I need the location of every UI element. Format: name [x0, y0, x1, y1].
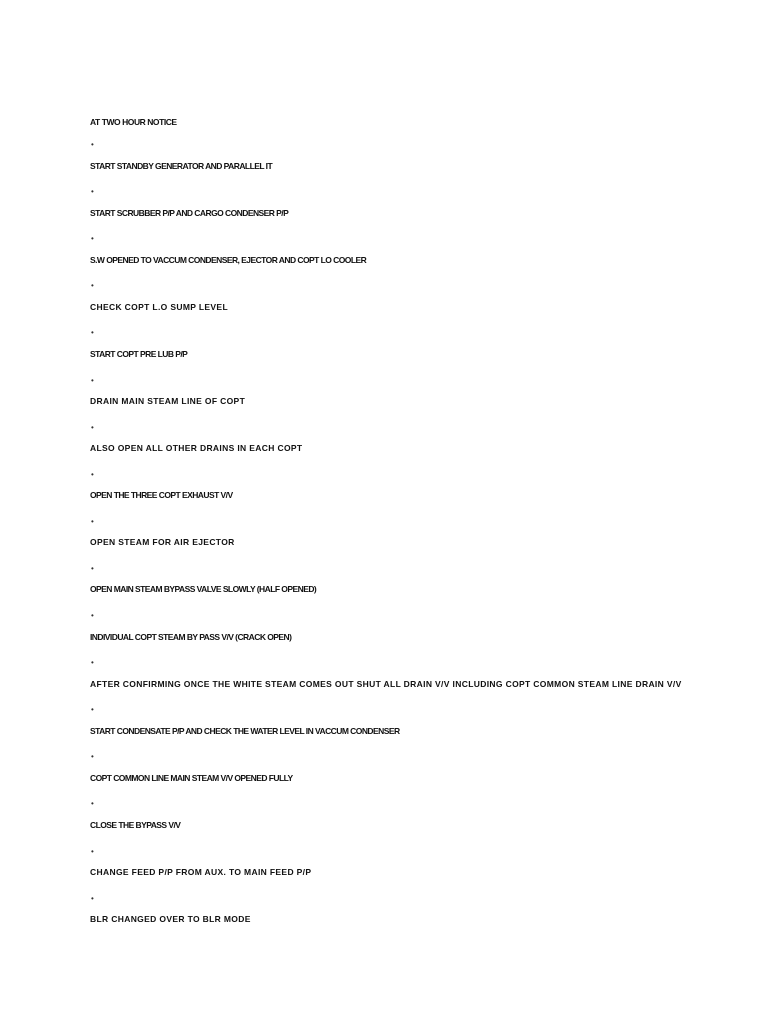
step-line: OPEN THE THREE COPT EXHAUST V/V: [90, 490, 233, 500]
step-line: CHANGE FEED P/P FROM AUX. TO MAIN FEED P/P: [90, 867, 312, 877]
bullet-marker: •: [91, 611, 94, 620]
bullet-marker: •: [91, 658, 94, 667]
bullet-marker: •: [91, 564, 94, 573]
step-line: CHECK COPT L.O SUMP LEVEL: [90, 302, 228, 312]
step-line: OPEN MAIN STEAM BYPASS VALVE SLOWLY (HALF OPENED): [90, 584, 317, 594]
step-line: ALSO OPEN ALL OTHER DRAINS IN EACH COPT: [90, 443, 303, 453]
step-line: AFTER CONFIRMING ONCE THE WHITE STEAM COMES OUT SHUT ALL DRAIN V/V INCLUDING COPT COMMON STEAM LINE DRAIN V/V: [90, 679, 682, 689]
bullet-marker: •: [91, 752, 94, 761]
step-line: START STANDBY GENERATOR AND PARALLEL IT: [90, 161, 273, 171]
step-line: OPEN STEAM FOR AIR EJECTOR: [90, 537, 235, 547]
bullet-marker: •: [91, 328, 94, 337]
document-title: AT TWO HOUR NOTICE: [90, 117, 177, 127]
step-line: START SCRUBBER P/P AND CARGO CONDENSER P/P: [90, 208, 289, 218]
bullet-marker: •: [91, 705, 94, 714]
step-line: START COPT PRE LUB P/P: [90, 349, 188, 359]
bullet-marker: •: [91, 376, 94, 385]
bullet-marker: •: [91, 517, 94, 526]
step-line: S.W OPENED TO VACCUM CONDENSER, EJECTOR AND COPT LO COOLER: [90, 255, 367, 265]
step-line: DRAIN MAIN STEAM LINE OF COPT: [90, 396, 246, 406]
bullet-marker: •: [91, 470, 94, 479]
step-line: BLR CHANGED OVER TO BLR MODE: [90, 914, 251, 924]
bullet-marker: •: [91, 281, 94, 290]
bullet-marker: •: [91, 234, 94, 243]
step-line: CLOSE THE BYPASS V/V: [90, 820, 181, 830]
bullet-marker: •: [91, 140, 94, 149]
bullet-marker: •: [91, 799, 94, 808]
bullet-marker: •: [91, 187, 94, 196]
step-line: COPT COMMON LINE MAIN STEAM V/V OPENED FULLY: [90, 773, 293, 783]
step-line: START CONDENSATE P/P AND CHECK THE WATER LEVEL IN VACCUM CONDENSER: [90, 726, 400, 736]
step-line: INDIVIDUAL COPT STEAM BY PASS V/V (CRACK OPEN): [90, 632, 292, 642]
bullet-marker: •: [91, 423, 94, 432]
bullet-marker: •: [91, 894, 94, 903]
bullet-marker: •: [91, 847, 94, 856]
